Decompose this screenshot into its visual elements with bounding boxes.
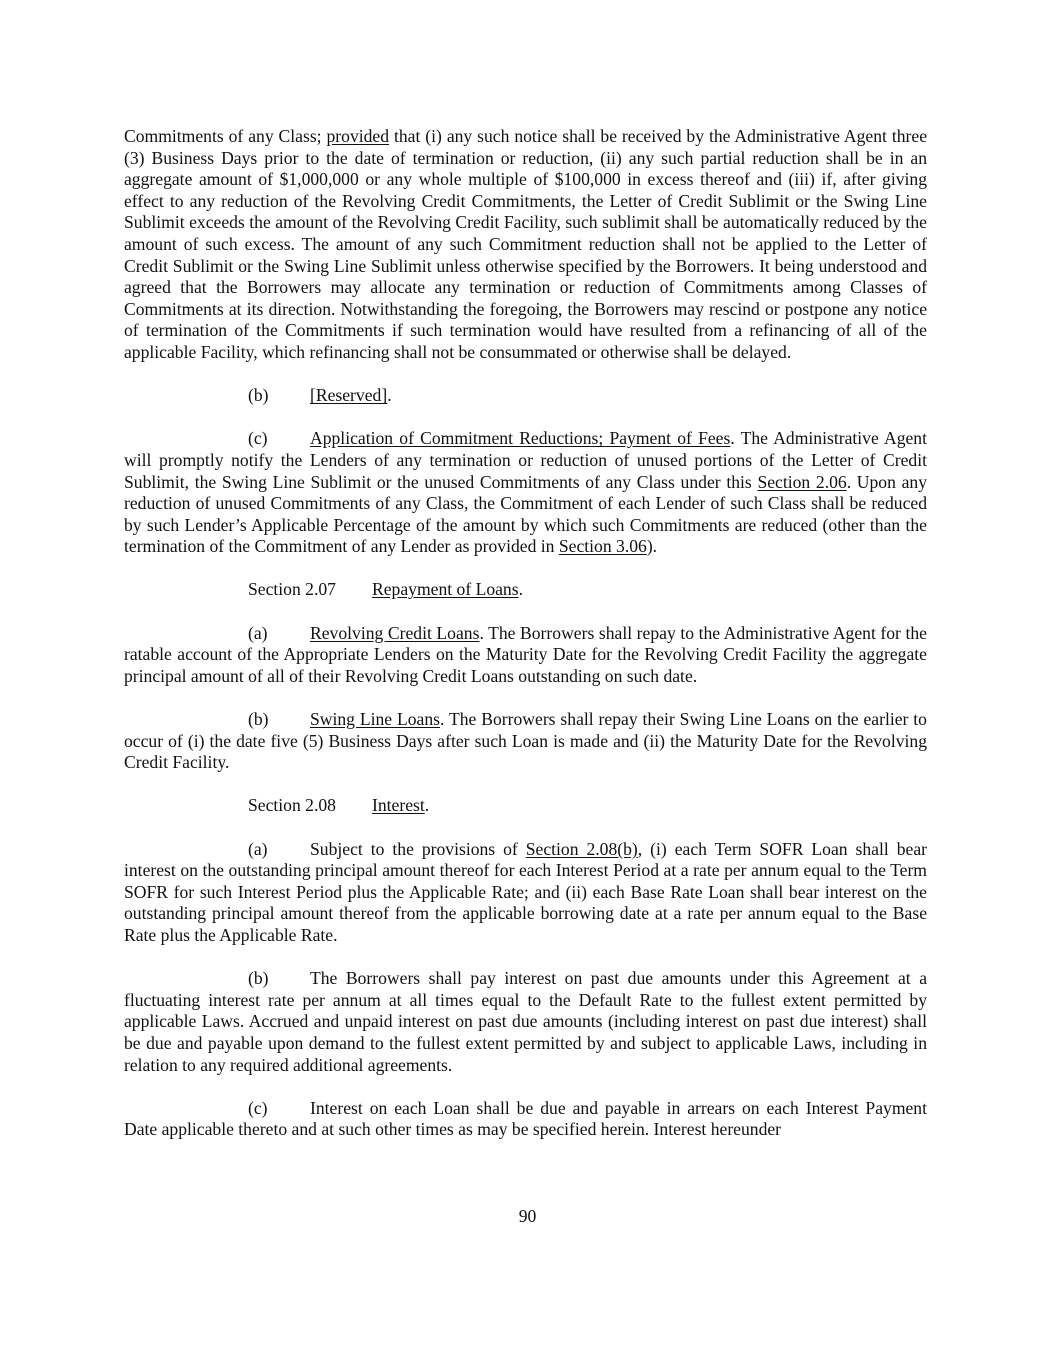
section-number: Section 2.07: [248, 579, 336, 600]
clause-label: (b): [248, 385, 269, 406]
section-heading-2-07: Section 2.07 Repayment of Loans.: [248, 579, 523, 600]
section-heading-2-08: Section 2.08 Interest.: [248, 795, 430, 816]
clause-title: Application of Commitment Reductions; Payment of Fees: [310, 428, 731, 449]
defined-term-provided: provided: [326, 126, 390, 146]
section-reference: Section 2.06: [757, 471, 847, 492]
paragraph-c-interest-payment: (c) Interest on each Loan shall be due and payable in arrears on each Interest Payment Date applicable thereto and at such other times as may be specified herein. Interest hereunder: [124, 1097, 927, 1140]
clause-label: (a): [248, 838, 268, 859]
paragraph-c-application: (c) Application of Commitment Reductions; Payment of Fees. The Administrative Agent will promptly notify the Lenders of any termination or reduction of unused portions of the Letter of Credit Sublimit, the Swing Line Sublimit or the unused Commitments of any Class under this Section 2.06. Upon any reduction of unused Commitments of any Class, the Commitment of each Lender of such Class shall be reduced by such Lender’s Applicable Percentage of the amount by which such Commitments are reduced (other than the termination of the Commitment of any Lender as provided in Section 3.06).: [124, 428, 927, 557]
clause-title: Swing Line Loans: [310, 709, 441, 730]
clause-label: (b): [248, 968, 269, 989]
paragraph-b-default-interest: (b) The Borrowers shall pay interest on past due amounts under this Agreement at a fluctuating interest rate per annum at all times equal to the Default Rate to the fullest extent permitted by applicable Laws. Accrued and unpaid interest on past due amounts (including interest on past due interest) shall be due and payable upon demand to the fullest extent permitted by and subject to applicable Laws, including in relation to any required additional agreements.: [124, 968, 927, 1075]
clause-label: (b): [248, 709, 269, 730]
paragraph-b-swing-line: (b) Swing Line Loans. The Borrowers shall repay their Swing Line Loans on the earlier to occur of (i) the date five (5) Business Days after such Loan is made and (ii) the Maturity Date for the Revolving Credit Facility.: [124, 709, 927, 773]
paragraph-a-revolving: (a) Revolving Credit Loans. The Borrowers shall repay to the Administrative Agent for the ratable account of the Appropriate Lenders on the Maturity Date for the Revolving Credit Facility the aggregate principal amount of all of their Revolving Credit Loans outstanding on such date.: [124, 622, 927, 686]
clause-title: Revolving Credit Loans: [310, 622, 480, 643]
section-reference: Section 3.06: [558, 536, 647, 557]
document-body: [124, 126, 927, 1163]
section-reference: Section 2.08(b): [525, 838, 638, 859]
section-title: Interest: [372, 795, 425, 816]
paragraph-commitments: Commitments of any Class; provided that (i) any such notice shall be received by the Administrative Agent three (3) Business Days prior to the date of termination or reduction, (ii) any such partial reduction shall be in an aggregate amount of $1,000,000 or any whole multiple of $100,000 in excess thereof and (iii) if, after giving effect to any reduction of the Revolving Credit Commitments, the Letter of Credit Sublimit or the Swing Line Sublimit exceeds the amount of the Revolving Credit Facility, such sublimit shall be automatically reduced by the amount of such excess. The amount of any such Commitment reduction shall not be applied to the Letter of Credit Sublimit or the Swing Line Sublimit unless otherwise specified by the Borrowers. It being understood and agreed that the Borrowers may allocate any termination or reduction of Commitments among Classes of Commitments at its direction. Notwithstanding the foregoing, the Borrowers may rescind or postpone any notice of termination of the Commitments if such termination would have resulted from a refinancing of all of the applicable Facility, which refinancing shall not be consummated or otherwise shall be delayed.: [124, 126, 927, 362]
clause-title: [Reserved]: [310, 385, 388, 406]
paragraph-b-reserved: (b) [Reserved].: [248, 385, 392, 406]
paragraph-a-interest: (a) Subject to the provisions of Section 2.08(b), (i) each Term SOFR Loan shall bear interest on the outstanding principal amount thereof for each Interest Period at a rate per annum equal to the Term SOFR for such Interest Period plus the Applicable Rate; and (ii) each Base Rate Loan shall bear interest on the outstanding principal amount thereof from the applicable borrowing date at a rate per annum equal to the Base Rate plus the Applicable Rate.: [124, 838, 927, 945]
section-number: Section 2.08: [248, 795, 336, 816]
page-number: 90: [518, 1206, 537, 1226]
clause-label: (c): [248, 428, 268, 449]
clause-label: (c): [248, 1097, 268, 1118]
clause-label: (a): [248, 622, 268, 643]
section-title: Repayment of Loans: [372, 579, 519, 600]
